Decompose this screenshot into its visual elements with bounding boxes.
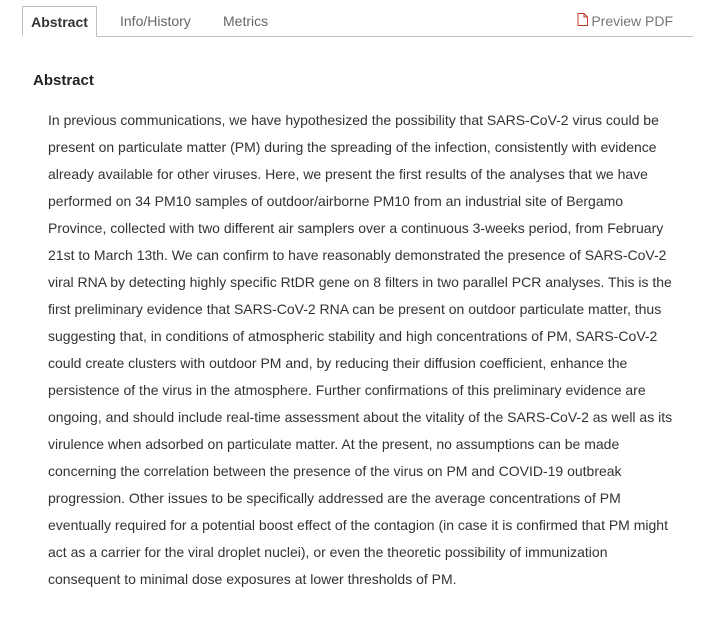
tab-metrics[interactable]: Metrics — [223, 13, 269, 29]
abstract-body: In previous communications, we have hypothesized the possibility that SARS-CoV-2 virus could be present on particulate matter (PM) during the spreading of the infection, consistently with evidence already available for other viruses. Here, we present the first results of the analyses that we have performed on 34 PM10 samples of outdoor/airborne PM10 from an industrial site of Bergamo Province, collected with two different air samplers over a continuous 3-weeks period, from February 21st to March 13th. We can confirm to have reasonably demonstrated the presence of SARS-CoV-2 viral RNA by detecting highly specific RtDR gene on 8 filters in two parallel PCR analyses. This is the first preliminary evidence that SARS-CoV-2 RNA can be present on outdoor particulate matter, thus suggesting that, in conditions of atmospheric stability and high concentrations of PM, SARS-CoV-2 could create clusters with outdoor PM and, by reducing their diffusion coefficient, enhance the persistence of the virus in the atmosphere. Further confirmations of this preliminary evidence are ongoing, and should include real-time assessment about the vitality of the SARS-CoV-2 as well as its virulence when adsorbed on particulate matter. At the present, no assumptions can be made concerning the correlation between the presence of the virus on PM and COVID-19 outbreak progression. Other issues to be specifically addressed are the average concentrations of PM eventually required for a potential boost effect of the contagion (in case it is confirmed that PM might act as a carrier for the viral droplet nuclei), or even the theoretic possibility of immunization consequent to minimal dose exposures at lower thresholds of PM. — [48, 112, 673, 587]
preview-pdf-link[interactable] — [577, 6, 673, 37]
section-title: Abstract — [33, 72, 94, 89]
pdf-file-icon — [577, 6, 588, 36]
tab-bar — [22, 6, 693, 37]
preview-pdf-label: Preview PDF — [591, 13, 673, 29]
tab-abstract[interactable]: Abstract — [22, 6, 97, 37]
tab-info-history[interactable]: Info/History — [120, 13, 191, 29]
